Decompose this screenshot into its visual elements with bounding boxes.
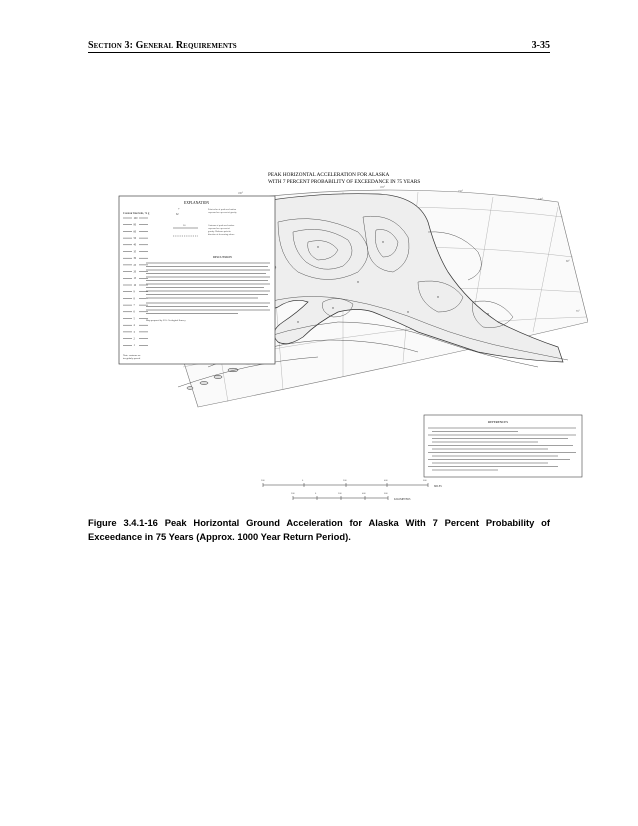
explanation-heading: EXPLANATION (184, 201, 209, 205)
contour-interval-value: 50 (133, 237, 137, 240)
svg-text:200: 200 (338, 492, 342, 495)
discussion-heading: DISCUSSION (213, 255, 232, 259)
svg-text:60°: 60° (566, 260, 570, 263)
contour-interval-value: 15 (133, 277, 137, 281)
svg-text:165°: 165° (380, 186, 385, 189)
contour-interval-value: 20 (133, 270, 137, 274)
svg-text:600: 600 (384, 492, 388, 495)
svg-text:55°: 55° (576, 310, 580, 313)
contour-interval-value: 5 (133, 317, 135, 321)
svg-text:200: 200 (261, 479, 265, 482)
svg-text:400: 400 (384, 479, 388, 482)
contour-note: Note: contours are irregularly spaced (123, 354, 141, 360)
contour-interval-value: 60 (133, 230, 137, 234)
legend-contour-text: Contours of peak acceleration expressed as a percent of gravity. Hachures point in direction of decreasing values. (208, 225, 235, 236)
contour-interval-value: 9 (133, 290, 135, 294)
header-rule (88, 52, 550, 53)
contour-interval-value: 30 (133, 257, 137, 261)
contour-interval-value: 3 (133, 330, 135, 334)
contour-interval-value: 8 (133, 297, 135, 301)
svg-text:+: + (178, 207, 180, 211)
svg-text:0: 0 (315, 492, 317, 495)
contour-interval-value: 35 (133, 250, 137, 254)
svg-text:62: 62 (176, 213, 179, 216)
section-title: Section 3: General Requirements (88, 40, 237, 51)
contour-interval-value: 10 (133, 283, 137, 287)
references-box (424, 415, 582, 477)
scale-bars (261, 479, 442, 501)
references-heading: REFERENCES (488, 420, 509, 424)
contour-interval-value: 4 (133, 324, 135, 328)
scale-km-label: KILOMETERS (394, 498, 411, 501)
contour-interval-value: 80 (133, 223, 137, 227)
contour-interval-value: 1 (133, 344, 135, 348)
scale-miles-label: MILES (434, 485, 442, 488)
alaska-hazard-map (118, 162, 588, 507)
map-prepared-by: Map prepared by U.S. Geological Survey (146, 319, 186, 322)
page-number: 3-35 (531, 40, 550, 51)
svg-text:200: 200 (343, 479, 347, 482)
map-title-line1: PEAK HORIZONTAL ACCELERATION FOR ALASKA (268, 172, 390, 178)
map-title-line2: WITH 7 PERCENT PROBABILITY OF EXCEEDANCE IN 75 YEARS (268, 179, 421, 185)
svg-text:150°: 150° (458, 190, 463, 193)
svg-text:600: 600 (423, 479, 427, 482)
svg-text:200: 200 (291, 492, 295, 495)
contour-interval-value: 7 (133, 304, 135, 307)
contour-interval-value: 2 (133, 337, 135, 341)
svg-text:400: 400 (362, 492, 366, 495)
contour-intervals-label: Contour Intervals, % g (123, 211, 150, 215)
svg-text:0: 0 (302, 479, 304, 482)
svg-text:180°: 180° (238, 192, 243, 195)
svg-text:140°: 140° (538, 198, 543, 201)
contour-interval-value: 40 (133, 243, 137, 247)
contour-interval-value: 100 (133, 216, 138, 220)
contour-interval-value: 6 (133, 310, 135, 314)
explanation-box (119, 196, 275, 364)
legend-point-text: Point value of peak acceleration expressed as a percent of gravity (208, 209, 237, 214)
contour-interval-value: 25 (133, 263, 137, 267)
svg-text:30: 30 (183, 224, 186, 227)
map-figure (118, 162, 588, 507)
figure-caption: Figure 3.4.1-16 Peak Horizontal Ground Acceleration for Alaska With 7 Percent Probability of Exceedance in 75 Years (Approx. 1000 Year Return Period). (88, 517, 550, 542)
